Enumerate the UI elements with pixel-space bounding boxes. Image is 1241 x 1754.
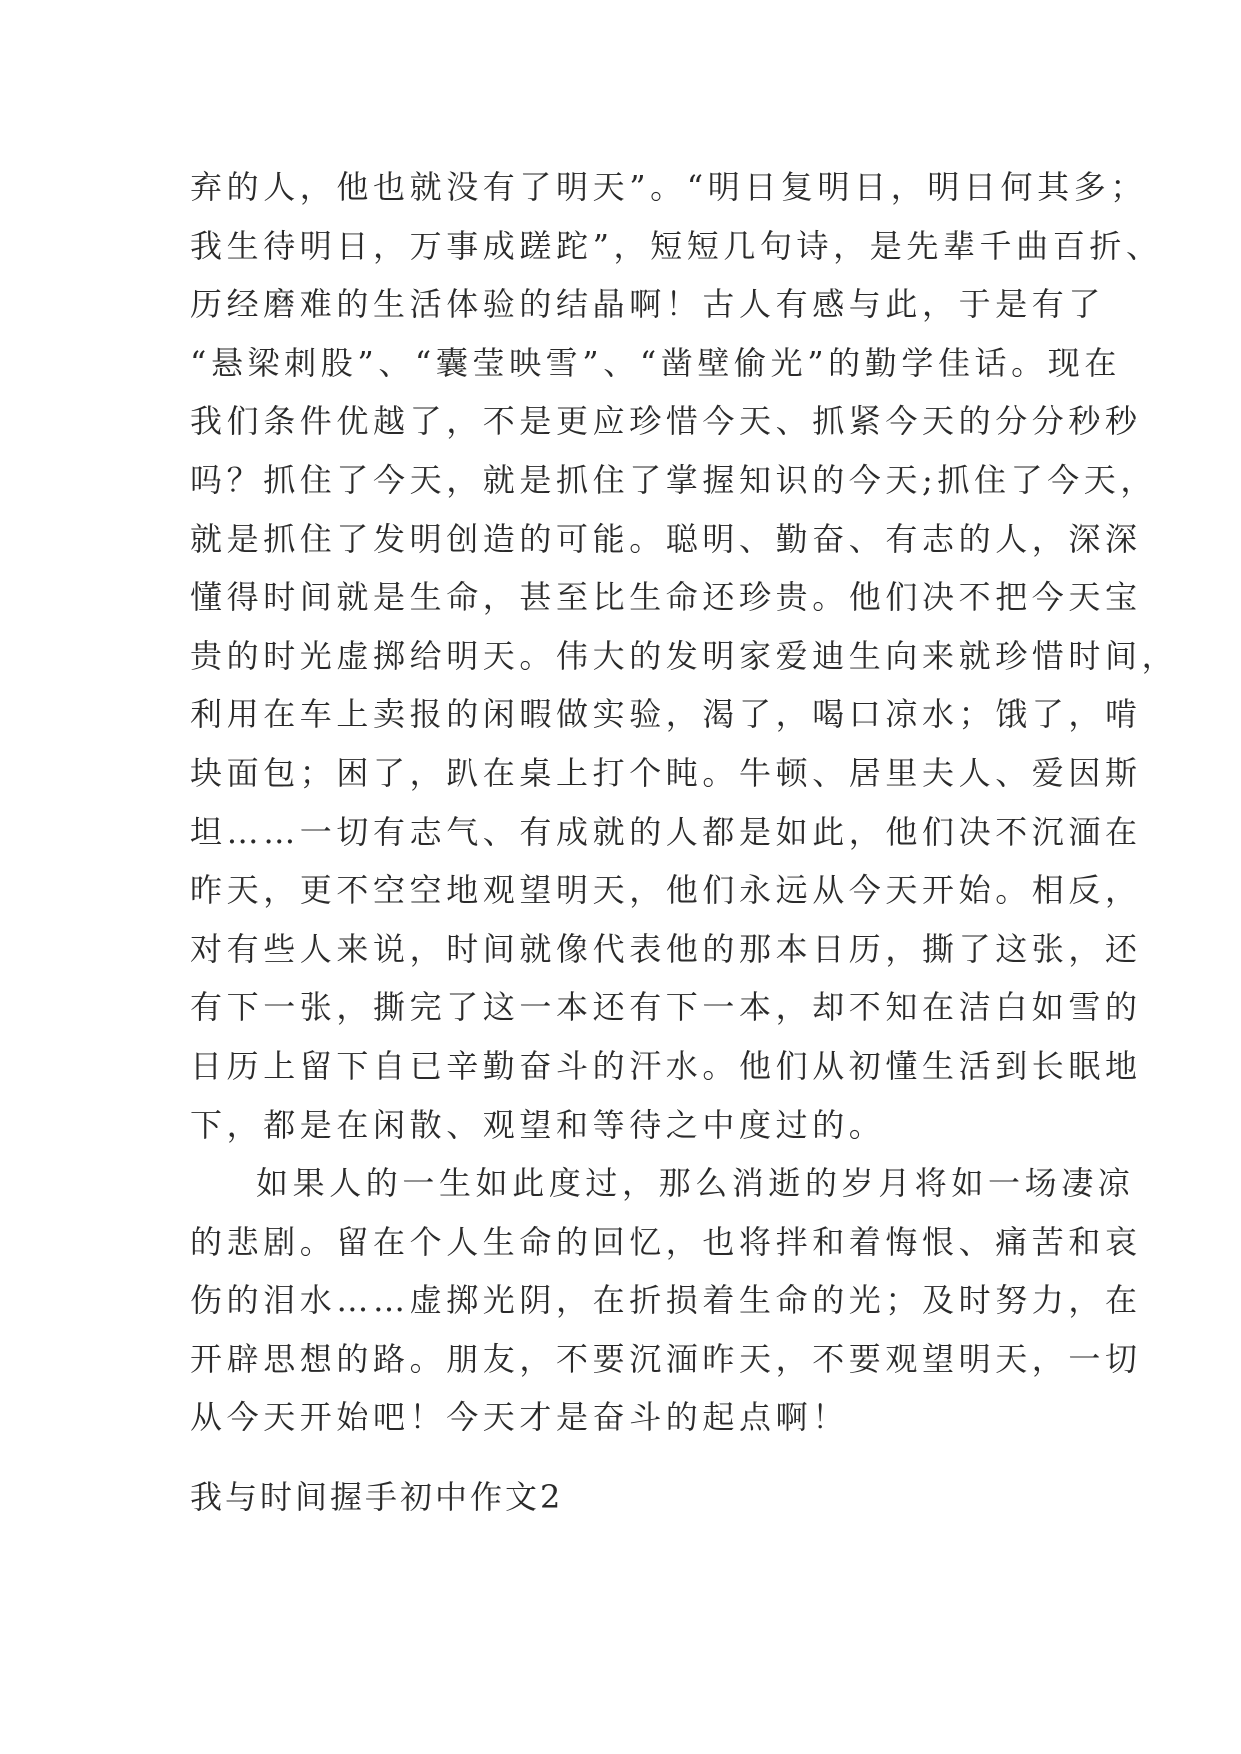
text-line: 开辟思想的路。朋友，不要沉湎昨天，不要观望明天，一切 [190,1339,1142,1378]
text-line: 伤的泪水……虚掷光阴，在折损着生命的光；及时努力，在 [190,1281,1142,1320]
text-line: 块面包；困了，趴在桌上打个盹。牛顿、居里夫人、爱因斯 [190,753,1142,792]
text-line: 有下一张，撕完了这一本还有下一本，却不知在洁白如雪的 [190,988,1142,1027]
text-line: 利用在车上卖报的闲暇做实验，渴了，喝口凉水；饿了，啃 [190,695,1142,734]
text-line: 吗？抓住了今天，就是抓住了掌握知识的今天;抓住了今天， [190,460,1157,499]
text-line: 的悲剧。留在个人生命的回忆，也将拌和着悔恨、痛苦和哀 [190,1222,1142,1261]
text-line: 下，都是在闲散、观望和等待之中度过的。 [190,1105,886,1144]
text-line: 弃的人，他也就没有了明天”。“明日复明日，明日何其多； [190,168,1147,206]
text-line: 坦……一切有志气、有成就的人都是如此，他们决不沉湎在 [190,812,1142,851]
next-essay-heading: 我与时间握手初中作文2 [190,1478,564,1516]
text-line: 懂得时间就是生命，甚至比生命还珍贵。他们决不把今天宝 [190,578,1142,617]
essay-body [190,158,1179,1447]
text-line: 贵的时光虚掷给明天。伟大的发明家爱迪生向来就珍惜时间， [190,636,1179,675]
paragraph-2 [190,1154,1142,1447]
paragraph-1 [190,158,1179,1154]
text-line: 对有些人来说，时间就像代表他的那本日历，撕了这张，还 [190,929,1142,968]
text-line: 历经磨难的生活体验的结晶啊！古人有感与此，于是有了 [190,285,1106,324]
text-line: 我们条件优越了，不是更应珍惜今天、抓紧今天的分分秒秒 [190,402,1142,441]
text-line: 如果人的一生如此度过，那么消逝的岁月将如一场凄凉 [256,1164,1135,1203]
text-line: 就是抓住了发明创造的可能。聪明、勤奋、有志的人，深深 [190,519,1142,558]
text-line: 日历上留下自已辛勤奋斗的汗水。他们从初懂生活到长眠地 [190,1046,1142,1085]
text-line: 从今天开始吧！今天才是奋斗的起点啊！ [190,1398,849,1437]
text-line: 昨天，更不空空地观望明天，他们永远从今天开始。相反， [190,871,1142,910]
text-line: “悬梁刺股”、“囊莹映雪”、“凿壁偷光”的勤学佳话。现在 [190,343,1121,382]
text-line: 我生待明日，万事成蹉跎”，短短几句诗，是先辈千曲百折、 [190,226,1163,265]
